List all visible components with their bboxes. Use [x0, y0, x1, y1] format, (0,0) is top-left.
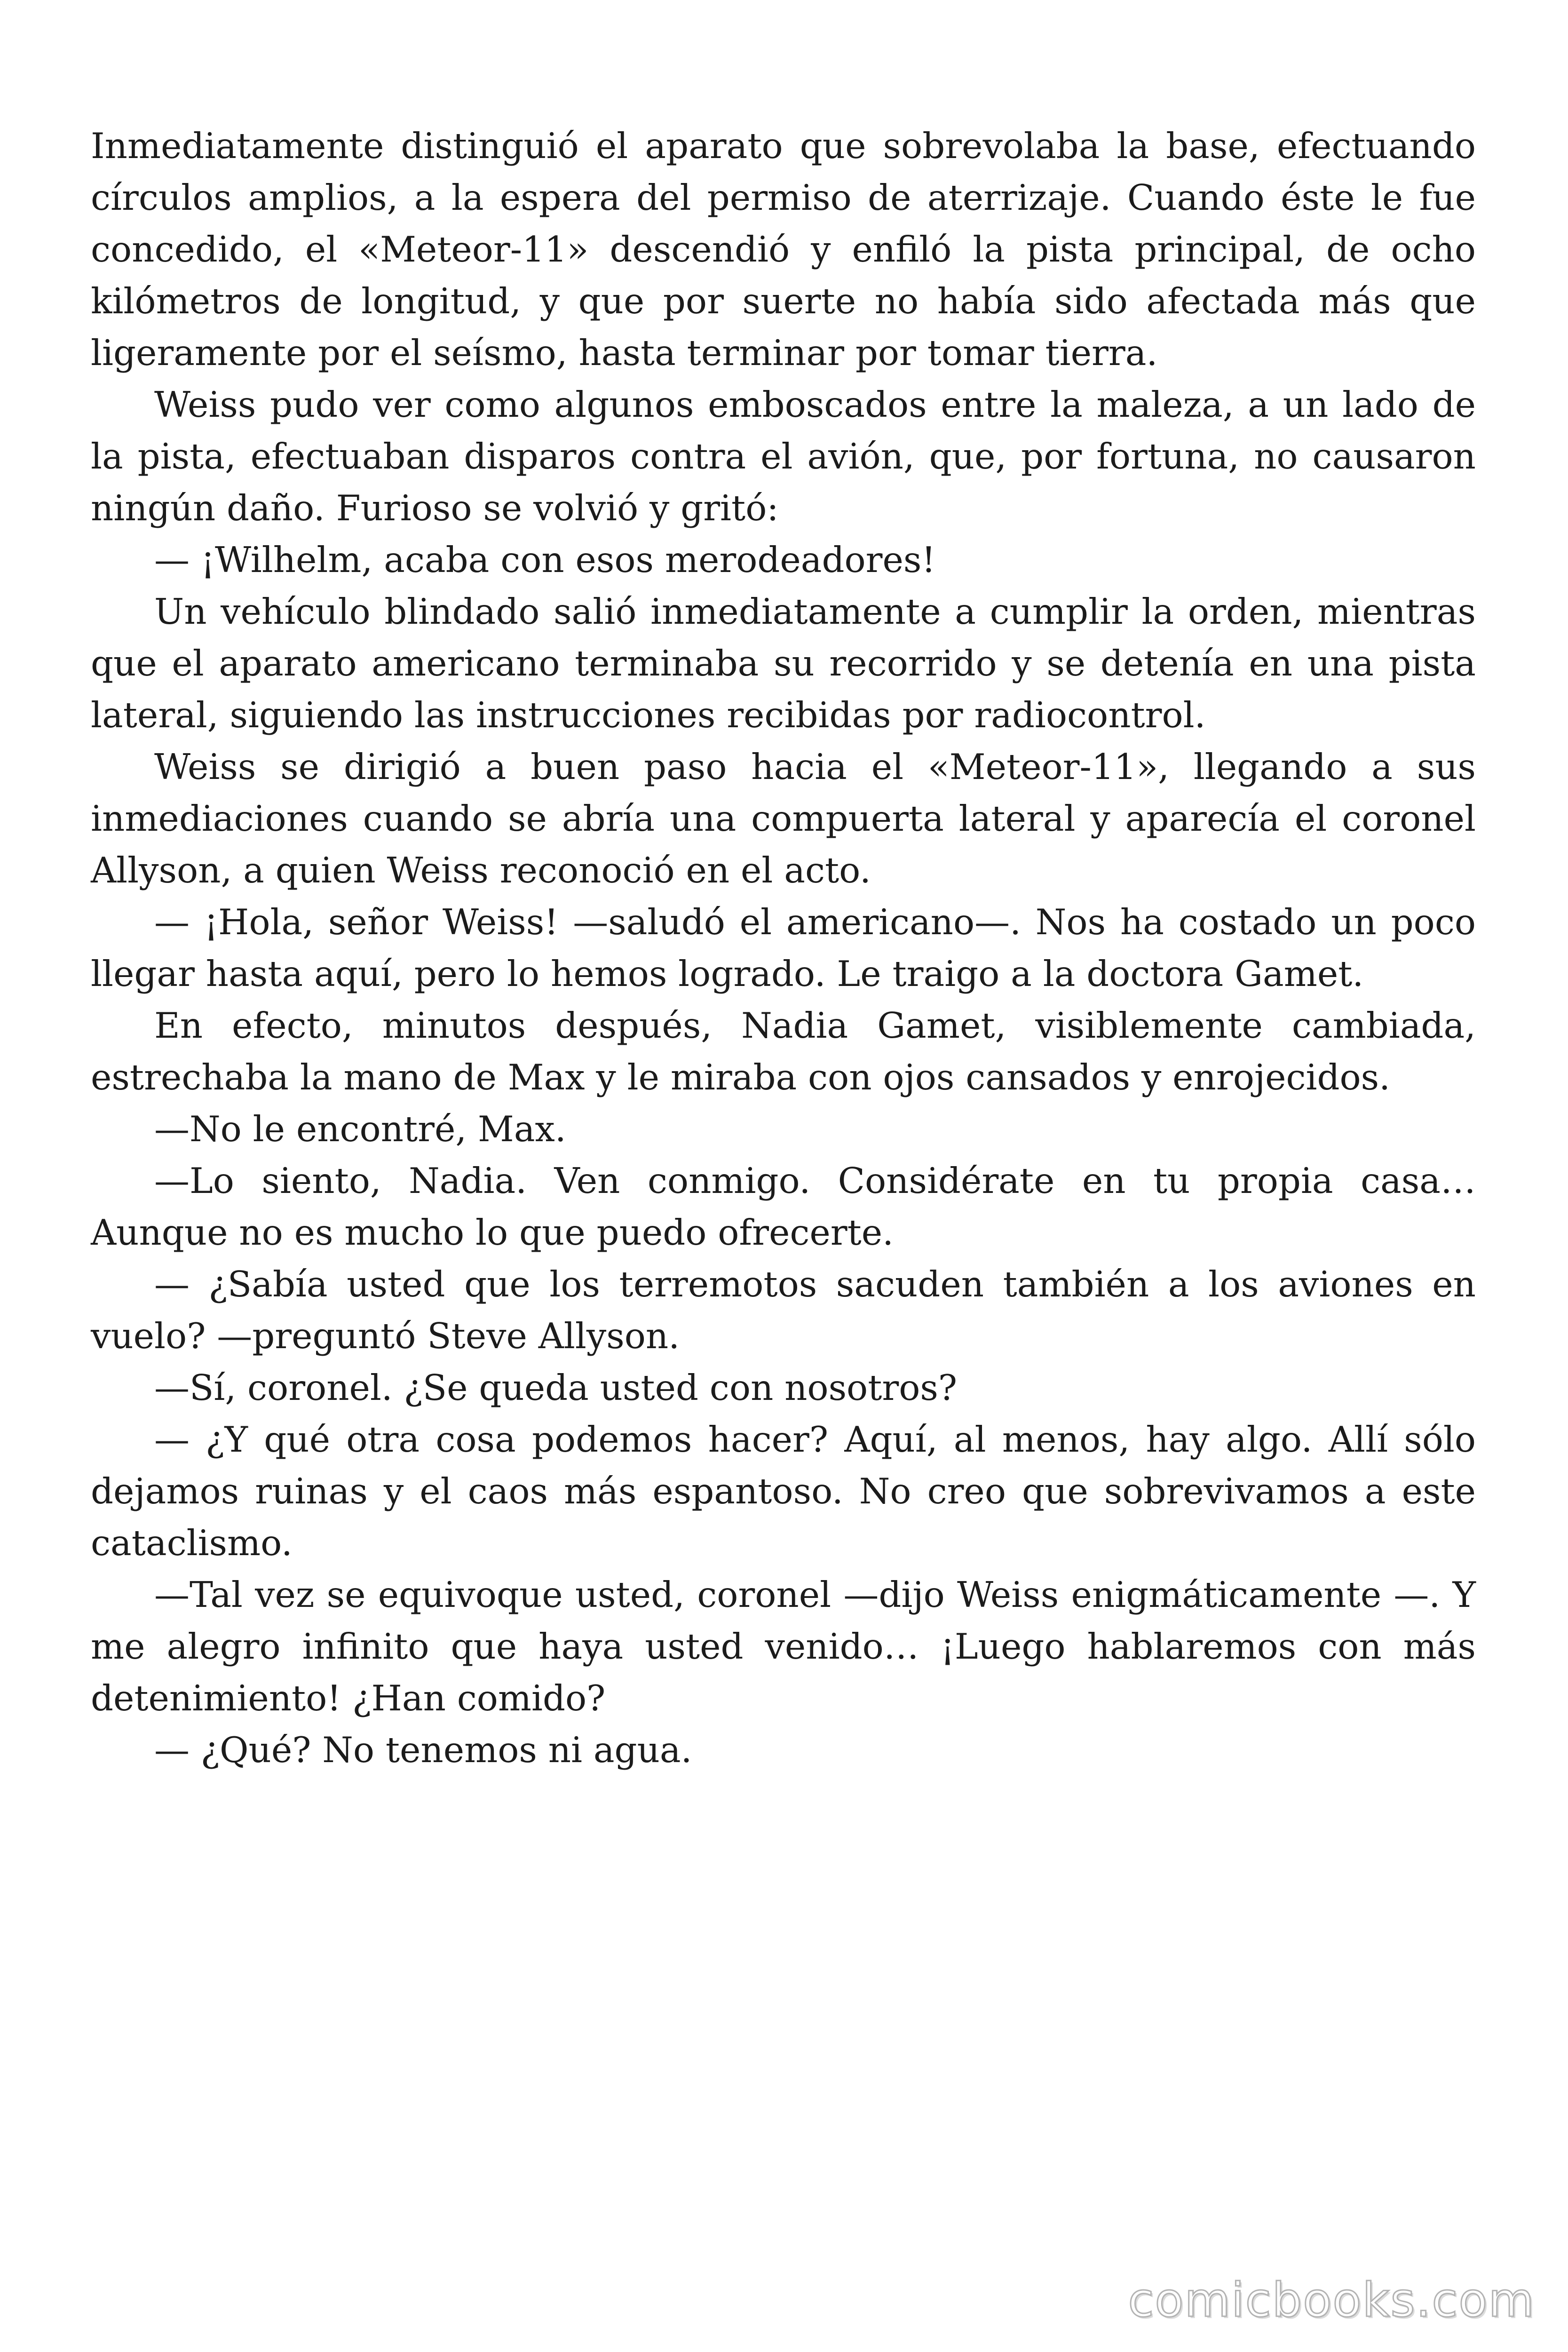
paragraph-3: — ¡Wilhelm, acaba con esos merodeadores! [154, 539, 936, 580]
paragraph-4: Un vehículo blindado salió inmediatamente a cumplir la orden, mientras que el aparato americano terminaba su recorrido y se detenía en una pista lateral, siguiendo las instrucciones recibidas por radiocontrol. [91, 591, 1476, 736]
paragraph-9: —Lo siento, Nadia. Ven conmigo. Considérate en tu propia casa… Aunque no es mucho lo que puedo ofrecerte. [91, 1160, 1476, 1253]
paragraph-2: Weiss pudo ver como algunos emboscados entre la maleza, a un lado de la pista, efectuaban disparos contra el avión, que, por fortuna, no causaron ningún daño. Furioso se volvió y gritó: [91, 384, 1476, 529]
paragraph-12: — ¿Y qué otra cosa podemos hacer? Aquí, al menos, hay algo. Allí sólo dejamos ruinas y el caos más espantoso. No creo que sobrevivamos a este cataclismo. [91, 1419, 1476, 1564]
watermark-logo: comicbooks.com [1128, 2273, 1535, 2328]
paragraph-7: En efecto, minutos después, Nadia Gamet, visiblemente cambiada, estrechaba la mano de Max y le miraba con ojos cansados y enrojecidos. [91, 1005, 1476, 1098]
paragraph-11: —Sí, coronel. ¿Se queda usted con nosotros? [154, 1367, 958, 1408]
paragraph-1: Inmediatamente distinguió el aparato que sobrevolaba la base, efectuando círculos amplios, a la espera del permiso de aterrizaje. Cuando éste le fue concedido, el «Meteor-11» descendió y enfiló la pista principal, de ocho kilómetros de longitud, y que por suerte no había sido afectada más que ligeramente por el seísmo, hasta terminar por tomar tierra. [91, 125, 1476, 373]
paragraph-8: —No le encontré, Max. [154, 1108, 566, 1150]
paragraph-5: Weiss se dirigió a buen paso hacia el «Meteor-11», llegando a sus inmediaciones cuando se abría una compuerta lateral y aparecía el coronel Allyson, a quien Weiss reconoció en el acto. [91, 746, 1476, 891]
paragraph-6: — ¡Hola, señor Weiss! —saludó el americano—. Nos ha costado un poco llegar hasta aquí, pero lo hemos logrado. Le traigo a la doctora Gamet. [91, 901, 1476, 994]
paragraph-10: — ¿Sabía usted que los terremotos sacuden también a los aviones en vuelo? —preguntó Steve Allyson. [91, 1263, 1476, 1357]
page-text [91, 120, 1476, 1776]
paragraph-14: — ¿Qué? No tenemos ni agua. [154, 1729, 692, 1771]
paragraph-13: —Tal vez se equivoque usted, coronel —dijo Weiss enigmáticamente —. Y me alegro infinito que haya usted venido… ¡Luego hablaremos con más detenimiento! ¿Han comido? [91, 1574, 1476, 1719]
